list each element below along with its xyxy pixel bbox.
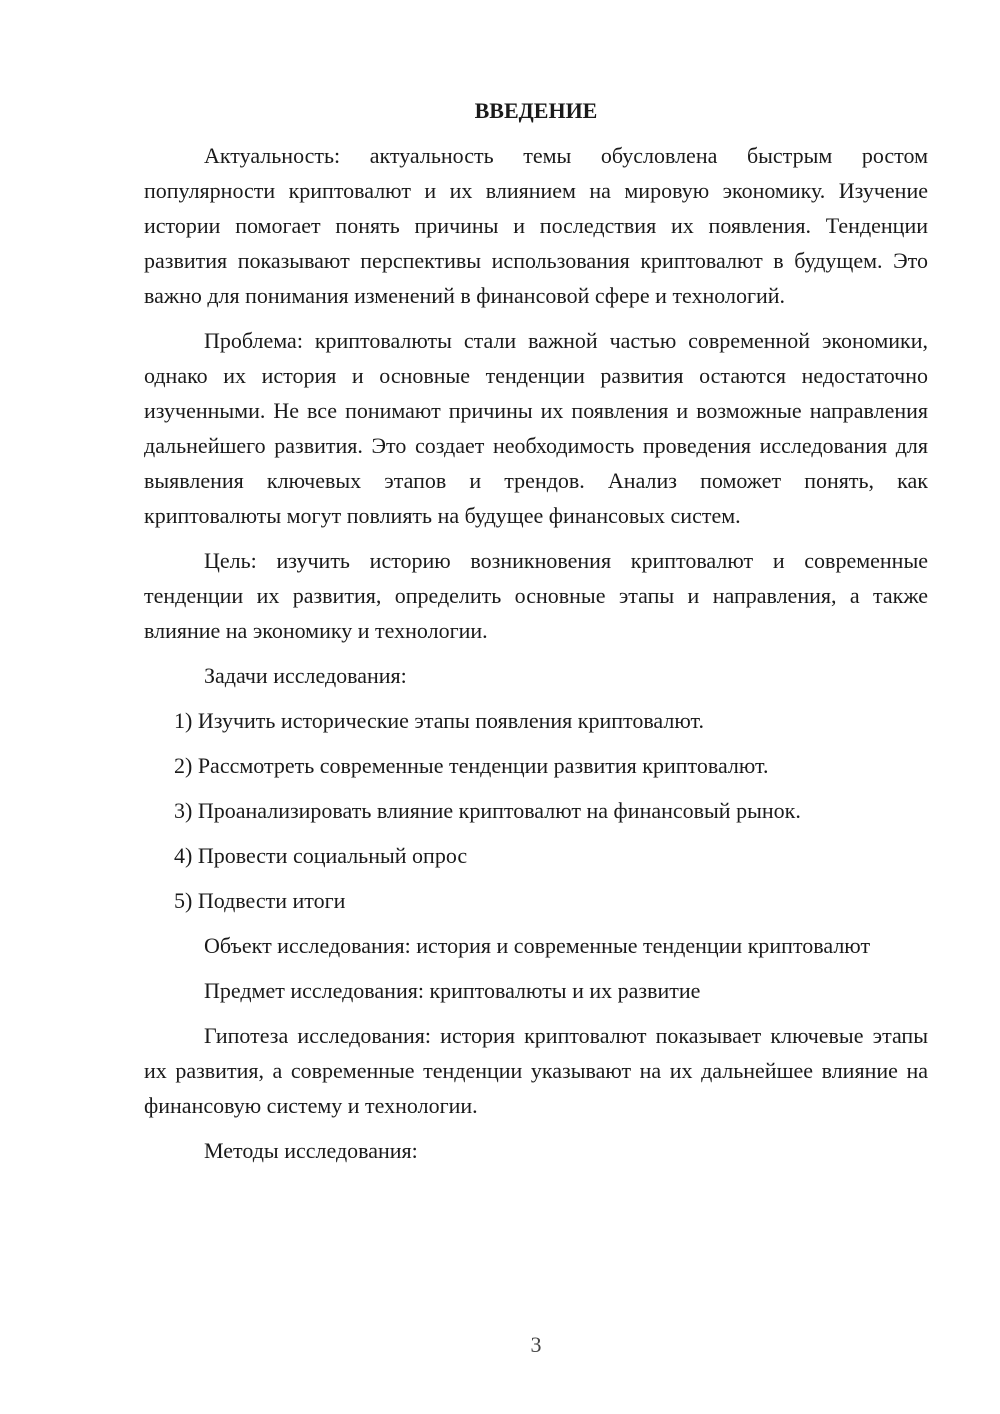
subject-paragraph: Предмет исследования: криптовалюты и их развитие: [204, 978, 701, 1003]
goal-paragraph: Цель: изучить историю возникновения криптовалют и современные тенденции их развития, определить основные этапы и направления, а также влияние на экономику и технологии.: [144, 548, 928, 643]
tasks-list: [144, 703, 928, 918]
problem-paragraph: Проблема: криптовалюты стали важной частью современной экономики, однако их история и основные тенденции развития остаются недостаточно изученными. Не все понимают причины их появления и возможные направления дальнейшего развития. Это создает необходимость проведения исследования для выявления ключевых этапов и трендов. Анализ поможет понять, как криптовалюты могут повлиять на будущее финансовых систем.: [144, 328, 928, 528]
tasks-heading: Задачи исследования:: [204, 663, 407, 688]
task-item: 1) Изучить исторические этапы появления криптовалют.: [174, 708, 704, 733]
object-paragraph: Объект исследования: история и современные тенденции криптовалют: [204, 933, 871, 958]
section-heading: ВВЕДЕНИЕ: [474, 98, 598, 123]
task-item: 3) Проанализировать влияние криптовалют на финансовый рынок.: [174, 798, 801, 823]
document-page: [144, 96, 928, 1178]
hypothesis-paragraph: Гипотеза исследования: история криптовалют показывает ключевые этапы их развития, а современные тенденции указывают на их дальнейшее влияние на финансовую систему и технологии.: [144, 1023, 928, 1118]
relevance-paragraph: Актуальность: актуальность темы обусловлена быстрым ростом популярности криптовалют и их влиянием на мировую экономику. Изучение истории помогает понять причины и последствия их появления. Тенденции развития показывают перспективы использования криптовалют в будущем. Это важно для понимания изменений в финансовой сфере и технологий.: [144, 143, 928, 308]
task-item: 4) Провести социальный опрос: [174, 843, 468, 868]
task-item: 5) Подвести итоги: [174, 888, 346, 913]
page-number: 3: [530, 1332, 542, 1357]
task-item: 2) Рассмотреть современные тенденции развития криптовалют.: [174, 753, 769, 778]
methods-paragraph: Методы исследования:: [204, 1138, 418, 1163]
